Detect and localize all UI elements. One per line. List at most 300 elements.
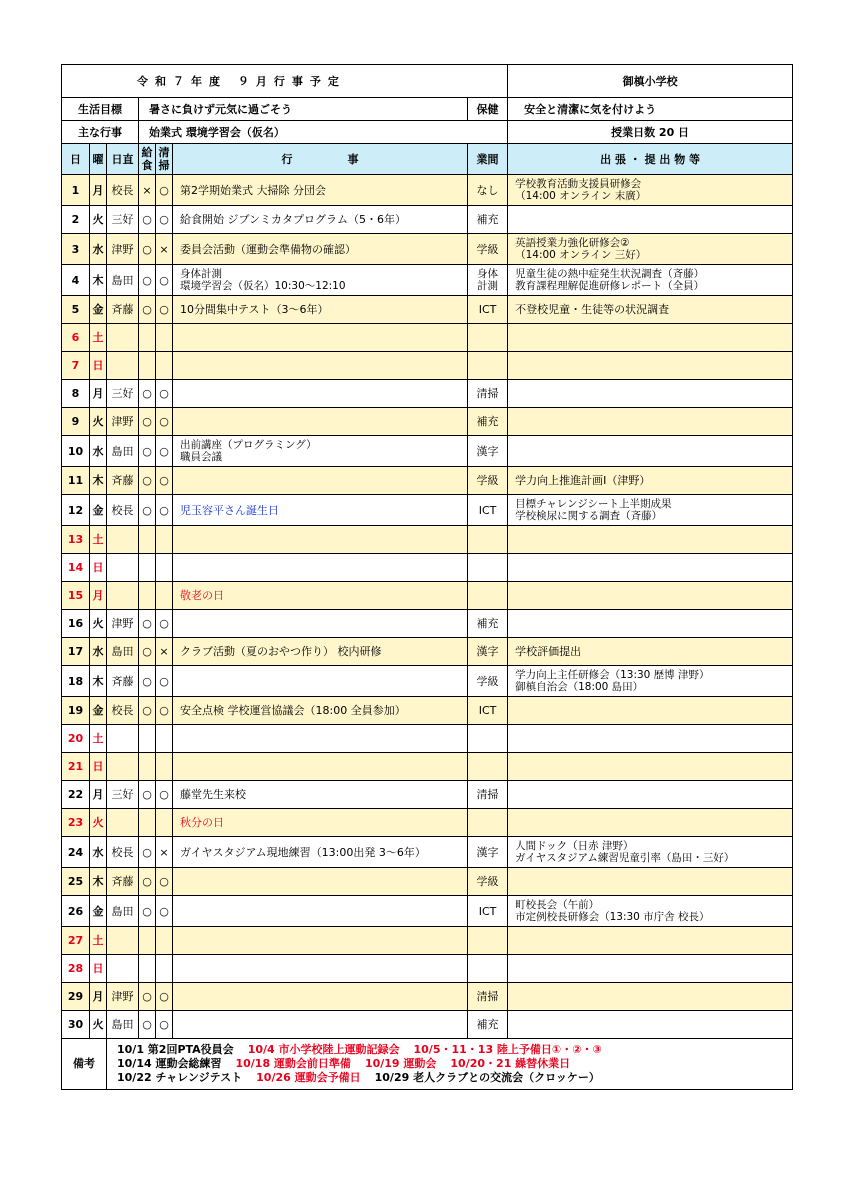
note-item: 10/22 チャレンジテスト	[117, 1071, 243, 1084]
lunch-mark: ○	[139, 666, 156, 697]
trips-text	[508, 175, 793, 206]
event-text-line1: 出前講座（プログラミング）	[180, 439, 317, 451]
health-label: 保健	[468, 98, 508, 121]
event-text	[173, 610, 468, 638]
trips-text	[508, 234, 793, 265]
duty-person	[107, 526, 139, 554]
weekday: 木	[90, 666, 107, 697]
trips-text	[508, 638, 793, 666]
life-goal: 暑さに負けず元気に過ごそう	[139, 98, 468, 121]
duty-person: 斉藤	[107, 467, 139, 495]
cleaning-mark	[156, 809, 173, 837]
after-class	[468, 352, 508, 380]
trips-text-line1: 学校教育活動支援員研修会	[515, 178, 642, 190]
lunch-mark: ○	[139, 467, 156, 495]
lunch-mark: ○	[139, 436, 156, 467]
main-events: 始業式 環境学習会（仮名）	[139, 121, 508, 144]
table-row	[62, 927, 793, 955]
event-text	[173, 467, 468, 495]
col-cleaning: 清掃	[156, 144, 173, 175]
cleaning-mark: ×	[156, 234, 173, 265]
day-number: 23	[62, 809, 90, 837]
lunch-mark: ○	[139, 234, 156, 265]
weekday: 火	[90, 408, 107, 436]
table-row	[62, 436, 793, 467]
lunch-mark	[139, 753, 156, 781]
table-row	[62, 495, 793, 526]
day-number: 24	[62, 837, 90, 868]
event-text	[173, 265, 468, 296]
day-number: 9	[62, 408, 90, 436]
lunch-mark: ○	[139, 837, 156, 868]
after-class	[468, 666, 508, 697]
event-text	[173, 352, 468, 380]
after-class-line1: なし	[476, 183, 499, 197]
event-text	[173, 380, 468, 408]
after-class	[468, 955, 508, 983]
duty-person: 三好	[107, 206, 139, 234]
duty-person	[107, 753, 139, 781]
day-number: 4	[62, 265, 90, 296]
lunch-mark	[139, 955, 156, 983]
cleaning-mark	[156, 725, 173, 753]
table-row	[62, 234, 793, 265]
duty-person: 斉藤	[107, 296, 139, 324]
cleaning-mark: ○	[156, 697, 173, 725]
table-row	[62, 408, 793, 436]
trips-text	[508, 955, 793, 983]
event-text	[173, 983, 468, 1011]
day-number: 19	[62, 697, 90, 725]
lunch-mark: ○	[139, 697, 156, 725]
day-number: 15	[62, 582, 90, 610]
trips-text	[508, 582, 793, 610]
note-item: 10/26 運動会予備日	[256, 1071, 361, 1084]
weekday: 火	[90, 1011, 107, 1039]
col-lunch: 給食	[139, 144, 156, 175]
cleaning-mark: ○	[156, 175, 173, 206]
table-row	[62, 175, 793, 206]
lunch-mark: ○	[139, 896, 156, 927]
weekday: 日	[90, 955, 107, 983]
lunch-mark	[139, 324, 156, 352]
lunch-mark: ○	[139, 1011, 156, 1039]
note-item: 10/5・11・13 陸上予備日①・②・③	[413, 1043, 602, 1056]
cleaning-mark: ○	[156, 868, 173, 896]
day-number: 16	[62, 610, 90, 638]
event-text-line1: 秋分の日	[180, 816, 224, 829]
day-number: 29	[62, 983, 90, 1011]
trips-text	[508, 526, 793, 554]
event-text	[173, 896, 468, 927]
table-row	[62, 296, 793, 324]
weekday: 月	[90, 175, 107, 206]
day-number: 25	[62, 868, 90, 896]
duty-person: 島田	[107, 896, 139, 927]
duty-person	[107, 352, 139, 380]
cleaning-mark: ○	[156, 265, 173, 296]
event-text	[173, 927, 468, 955]
trips-text	[508, 265, 793, 296]
notes-line-1	[107, 1043, 789, 1057]
event-text-line1: 10分間集中テスト（3～6年）	[180, 303, 329, 316]
lunch-mark: ○	[139, 638, 156, 666]
event-text	[173, 638, 468, 666]
duty-person	[107, 324, 139, 352]
event-text	[173, 868, 468, 896]
after-class-line1: 漢字	[476, 645, 499, 658]
trips-text	[508, 896, 793, 927]
lunch-mark: ○	[139, 610, 156, 638]
duty-person	[107, 582, 139, 610]
weekday: 土	[90, 324, 107, 352]
cleaning-mark: ×	[156, 638, 173, 666]
table-row	[62, 324, 793, 352]
cleaning-mark: ○	[156, 206, 173, 234]
event-text-line2: 職員会議	[180, 451, 222, 463]
lunch-mark: ○	[139, 296, 156, 324]
weekday: 水	[90, 436, 107, 467]
after-class-line1: 清掃	[476, 990, 499, 1003]
table-row	[62, 352, 793, 380]
table-row	[62, 809, 793, 837]
table-row	[62, 896, 793, 927]
event-text	[173, 526, 468, 554]
trips-text	[508, 352, 793, 380]
cleaning-mark	[156, 582, 173, 610]
after-class-line1: 清掃	[476, 387, 499, 400]
event-text	[173, 206, 468, 234]
note-item: 10/14 運動会総練習	[117, 1057, 222, 1070]
after-class-line1: 学級	[476, 474, 499, 487]
after-class	[468, 175, 508, 206]
after-class	[468, 296, 508, 324]
cleaning-mark: ×	[156, 837, 173, 868]
lunch-mark	[139, 352, 156, 380]
after-class-line1: 学級	[476, 875, 499, 888]
trips-text-line1: 町校長会（午前）	[515, 899, 600, 911]
after-class	[468, 697, 508, 725]
cleaning-mark	[156, 352, 173, 380]
trips-text-line1: 英語授業力強化研修会②	[515, 237, 630, 249]
day-number: 21	[62, 753, 90, 781]
after-class	[468, 610, 508, 638]
after-class	[468, 234, 508, 265]
weekday: 金	[90, 296, 107, 324]
col-day: 日	[62, 144, 90, 175]
duty-person: 校長	[107, 495, 139, 526]
day-number: 20	[62, 725, 90, 753]
table-row	[62, 666, 793, 697]
table-row	[62, 837, 793, 868]
day-number: 7	[62, 352, 90, 380]
lunch-mark	[139, 725, 156, 753]
col-event: 行 事	[173, 144, 468, 175]
event-text	[173, 436, 468, 467]
after-class-line1: ICT	[478, 303, 497, 316]
day-number: 11	[62, 467, 90, 495]
trips-text	[508, 1011, 793, 1039]
table-row	[62, 983, 793, 1011]
day-number: 10	[62, 436, 90, 467]
cleaning-mark	[156, 955, 173, 983]
duty-person	[107, 554, 139, 582]
event-text-line1: 給食開始 ジブンミカタプログラム（5・6年）	[180, 213, 406, 226]
duty-person	[107, 927, 139, 955]
life-goal-label: 生活目標	[62, 98, 139, 121]
cleaning-mark	[156, 526, 173, 554]
after-class	[468, 206, 508, 234]
after-class	[468, 495, 508, 526]
after-class	[468, 408, 508, 436]
table-row	[62, 1011, 793, 1039]
trips-text	[508, 296, 793, 324]
class-days: 授業日数 20 日	[508, 121, 793, 144]
table-row	[62, 265, 793, 296]
table-row	[62, 697, 793, 725]
table-row	[62, 868, 793, 896]
after-class-line1: 補充	[476, 213, 499, 226]
duty-person: 津野	[107, 983, 139, 1011]
cleaning-mark	[156, 554, 173, 582]
weekday: 水	[90, 638, 107, 666]
trips-text	[508, 927, 793, 955]
lunch-mark: ○	[139, 983, 156, 1011]
event-text	[173, 955, 468, 983]
event-text	[173, 296, 468, 324]
weekday: 日	[90, 554, 107, 582]
weekday: 日	[90, 753, 107, 781]
weekday: 木	[90, 467, 107, 495]
page-title: 令和７年度 ９月行事予定	[62, 65, 508, 98]
event-text	[173, 697, 468, 725]
after-class-line2: 計測	[477, 280, 499, 292]
day-number: 18	[62, 666, 90, 697]
duty-person: 島田	[107, 436, 139, 467]
after-class	[468, 781, 508, 809]
after-class	[468, 837, 508, 868]
event-text	[173, 753, 468, 781]
after-class	[468, 436, 508, 467]
trips-text-line1: 学校評価提出	[515, 645, 582, 658]
col-duty: 日直	[107, 144, 139, 175]
weekday: 木	[90, 868, 107, 896]
note-item: 10/29 老人クラブとの交流会（クロッケー）	[374, 1071, 600, 1084]
after-class	[468, 638, 508, 666]
trips-text-line2: 教育課程理解促進研修レポート（全員）	[515, 280, 705, 292]
weekday: 月	[90, 380, 107, 408]
day-number: 28	[62, 955, 90, 983]
after-class	[468, 526, 508, 554]
after-class-line1: 学級	[476, 242, 499, 256]
trips-text-line1: 児童生徒の熱中症発生状況調査（斉藤）	[515, 268, 705, 280]
cleaning-mark: ○	[156, 495, 173, 526]
lunch-mark	[139, 809, 156, 837]
after-class	[468, 467, 508, 495]
lunch-mark: ○	[139, 206, 156, 234]
trips-text-line2: 御槙自治会（18:00 島田）	[515, 681, 644, 693]
after-class-line1: 補充	[476, 617, 499, 630]
schedule-table	[61, 64, 793, 1090]
after-class	[468, 896, 508, 927]
trips-text-line1: 学力向上推進計画Ⅰ（津野）	[515, 474, 651, 487]
note-item: 10/20・21 繰替休業日	[450, 1057, 571, 1070]
col-trips: 出 張 ・ 提 出 物 等	[508, 144, 793, 175]
after-class-line1: 補充	[476, 1018, 499, 1031]
trips-text	[508, 781, 793, 809]
lunch-mark	[139, 554, 156, 582]
table-row	[62, 725, 793, 753]
table-row	[62, 526, 793, 554]
table-row	[62, 955, 793, 983]
after-class-line1: 漢字	[476, 845, 499, 859]
day-number: 22	[62, 781, 90, 809]
weekday: 土	[90, 725, 107, 753]
trips-text	[508, 753, 793, 781]
weekday: 月	[90, 983, 107, 1011]
cleaning-mark	[156, 753, 173, 781]
weekday: 火	[90, 206, 107, 234]
event-text	[173, 554, 468, 582]
trips-text	[508, 495, 793, 526]
event-text	[173, 781, 468, 809]
health-goal: 安全と清潔に気を付けよう	[508, 98, 793, 121]
trips-text-line1: 不登校児童・生徒等の状況調査	[515, 303, 670, 316]
cleaning-mark: ○	[156, 610, 173, 638]
day-number: 12	[62, 495, 90, 526]
lunch-mark: ○	[139, 265, 156, 296]
lunch-mark	[139, 927, 156, 955]
duty-person: 三好	[107, 781, 139, 809]
day-number: 1	[62, 175, 90, 206]
lunch-mark	[139, 526, 156, 554]
trips-text	[508, 408, 793, 436]
after-class-line1: ICT	[478, 704, 497, 717]
lunch-mark: ○	[139, 781, 156, 809]
weekday: 金	[90, 896, 107, 927]
table-row	[62, 638, 793, 666]
after-class-line1: 漢字	[476, 444, 499, 458]
after-class-line1: ICT	[478, 904, 497, 918]
day-number: 26	[62, 896, 90, 927]
day-number: 8	[62, 380, 90, 408]
event-text	[173, 234, 468, 265]
event-text-line1: 委員会活動（運動会準備物の確認）	[180, 242, 356, 256]
duty-person: 島田	[107, 1011, 139, 1039]
event-text	[173, 809, 468, 837]
cleaning-mark: ○	[156, 467, 173, 495]
weekday: 土	[90, 526, 107, 554]
trips-text	[508, 837, 793, 868]
event-text-line1: ガイヤスタジアム現地練習（13:00出発 3～6年）	[180, 845, 426, 859]
cleaning-mark: ○	[156, 666, 173, 697]
trips-text	[508, 380, 793, 408]
after-class	[468, 582, 508, 610]
trips-text-line2: （14:00 オンライン 三好）	[515, 249, 647, 261]
day-number: 27	[62, 927, 90, 955]
trips-text	[508, 868, 793, 896]
cleaning-mark: ○	[156, 380, 173, 408]
note-item: 10/4 市小学校陸上運動記録会	[247, 1043, 400, 1056]
duty-person: 校長	[107, 175, 139, 206]
trips-text	[508, 206, 793, 234]
event-text-line1: クラブ活動（夏のおやつ作り） 校内研修	[180, 645, 382, 658]
cleaning-mark: ○	[156, 983, 173, 1011]
trips-text	[508, 610, 793, 638]
weekday: 火	[90, 809, 107, 837]
weekday: 水	[90, 234, 107, 265]
lunch-mark: ○	[139, 408, 156, 436]
lunch-mark: ×	[139, 175, 156, 206]
notes-line-3	[107, 1071, 789, 1085]
duty-person	[107, 725, 139, 753]
duty-person: 島田	[107, 638, 139, 666]
trips-text	[508, 983, 793, 1011]
duty-person: 斉藤	[107, 666, 139, 697]
trips-text-line2: 学校検尿に関する調査（斉藤）	[515, 510, 663, 522]
event-text-line1: 敬老の日	[180, 589, 224, 602]
weekday: 金	[90, 697, 107, 725]
weekday: 土	[90, 927, 107, 955]
trips-text-line2: 市定例校長研修会（13:30 市庁舎 校長）	[515, 911, 710, 923]
trips-text	[508, 666, 793, 697]
table-row	[62, 206, 793, 234]
notes-label: 備考	[62, 1039, 107, 1090]
event-text-line2: 環境学習会（仮名）10:30～12:10	[180, 280, 346, 292]
duty-person: 斉藤	[107, 868, 139, 896]
after-class	[468, 725, 508, 753]
weekday: 月	[90, 582, 107, 610]
after-class-line1: 清掃	[476, 788, 499, 801]
cleaning-mark	[156, 324, 173, 352]
day-number: 6	[62, 324, 90, 352]
after-class	[468, 927, 508, 955]
lunch-mark	[139, 582, 156, 610]
events-label: 主な行事	[62, 121, 139, 144]
weekday: 月	[90, 781, 107, 809]
table-row	[62, 467, 793, 495]
after-class	[468, 1011, 508, 1039]
event-text	[173, 324, 468, 352]
event-text	[173, 1011, 468, 1039]
note-item: 10/18 運動会前日準備	[235, 1057, 351, 1070]
after-class-line1: 身体	[477, 268, 499, 280]
trips-text-line2: ガイヤスタジアム練習児童引率（島田・三好）	[515, 852, 735, 864]
trips-text-line1: 学力向上主任研修会（13:30 歴博 津野）	[515, 669, 710, 681]
weekday: 木	[90, 265, 107, 296]
table-row	[62, 781, 793, 809]
duty-person	[107, 955, 139, 983]
cleaning-mark: ○	[156, 408, 173, 436]
col-weekday: 曜	[90, 144, 107, 175]
duty-person: 校長	[107, 837, 139, 868]
trips-text	[508, 809, 793, 837]
cleaning-mark: ○	[156, 1011, 173, 1039]
cleaning-mark: ○	[156, 436, 173, 467]
event-text	[173, 582, 468, 610]
event-text	[173, 408, 468, 436]
event-text-line1: 安全点検 学校運営協議会（18:00 全員参加）	[180, 704, 406, 717]
table-row	[62, 610, 793, 638]
after-class	[468, 983, 508, 1011]
duty-person: 津野	[107, 234, 139, 265]
after-class	[468, 868, 508, 896]
trips-text-line1: 人間ドック（日赤 津野）	[515, 840, 634, 852]
duty-person: 津野	[107, 408, 139, 436]
trips-text	[508, 725, 793, 753]
event-text-line1: 第2学期始業式 大掃除 分団会	[180, 183, 326, 197]
trips-text	[508, 324, 793, 352]
